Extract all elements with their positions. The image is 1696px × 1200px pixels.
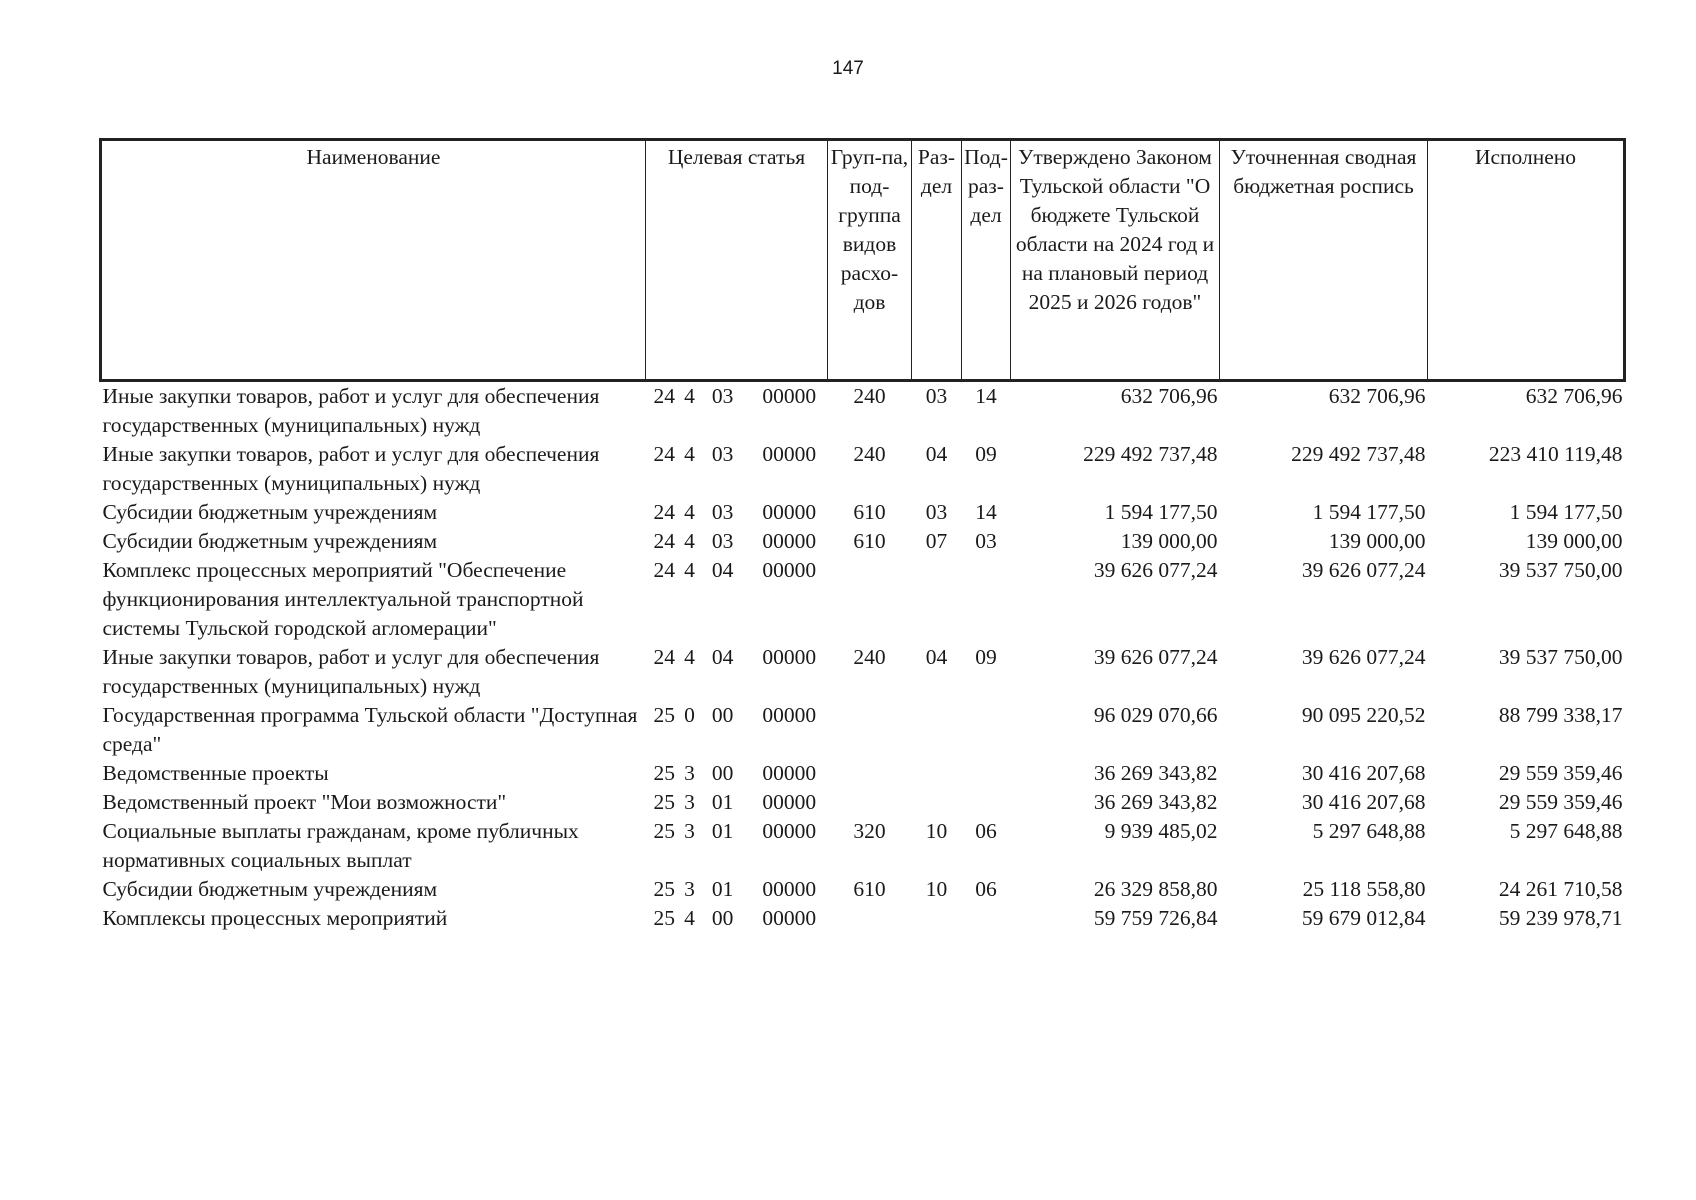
target-direction: 00000	[762, 790, 817, 814]
row-refined: 5 297 648,88	[1312, 819, 1426, 843]
table-body	[101, 381, 1625, 934]
row-refined: 1 594 177,50	[1312, 500, 1426, 524]
header-executed: Исполнено	[1428, 140, 1625, 381]
row-expense-group	[828, 759, 912, 788]
row-approved: 632 706,96	[1120, 384, 1218, 408]
target-type: 3	[684, 877, 695, 901]
row-subsection	[962, 556, 1011, 643]
row-refined: 30 416 207,68	[1301, 761, 1426, 785]
target-structure: 04	[711, 645, 734, 669]
target-program: 25	[653, 819, 675, 843]
row-subsection: 06	[975, 877, 997, 901]
row-expense-group	[828, 701, 912, 759]
row-section	[912, 788, 962, 817]
target-direction: 00000	[762, 529, 817, 553]
row-expense-group	[828, 788, 912, 817]
table-row	[101, 817, 1625, 875]
row-subsection: 09	[975, 645, 997, 669]
target-structure: 03	[711, 442, 734, 466]
row-target-article	[646, 701, 828, 759]
target-structure: 00	[711, 906, 734, 930]
row-name: Ведомственные проекты	[102, 761, 329, 785]
row-approved: 39 626 077,24	[1093, 558, 1218, 582]
target-type: 3	[684, 819, 695, 843]
row-expense-group: 240	[853, 645, 886, 669]
target-structure: 00	[711, 703, 734, 727]
target-direction: 00000	[762, 819, 817, 843]
row-refined: 59 679 012,84	[1301, 906, 1426, 930]
target-structure: 03	[711, 529, 734, 553]
row-name: Комплекс процессных мероприятий "Обеспечение функционирования интеллектуальной транспортной системы Тульской городской агломерации"	[102, 558, 584, 640]
row-executed: 1 594 177,50	[1509, 500, 1623, 524]
row-name: Социальные выплаты гражданам, кроме публичных нормативных социальных выплат	[102, 819, 579, 872]
row-name: Иные закупки товаров, работ и услуг для обеспечения государственных (муниципальных) нужд	[102, 645, 600, 698]
target-structure: 03	[711, 500, 734, 524]
target-structure: 00	[711, 761, 734, 785]
target-program: 24	[653, 558, 675, 582]
row-approved: 36 269 343,82	[1093, 761, 1218, 785]
row-subsection	[962, 904, 1011, 933]
row-name: Ведомственный проект "Мои возможности"	[102, 790, 507, 814]
table-row	[101, 440, 1625, 498]
target-program: 25	[653, 703, 675, 727]
row-refined: 30 416 207,68	[1301, 790, 1426, 814]
row-section: 04	[925, 442, 948, 466]
row-expense-group	[828, 904, 912, 933]
row-name: Иные закупки товаров, работ и услуг для обеспечения государственных (муниципальных) нужд	[102, 384, 600, 437]
table-header	[101, 140, 1625, 381]
target-type: 4	[684, 906, 695, 930]
target-program: 24	[653, 529, 675, 553]
row-subsection: 06	[975, 819, 997, 843]
target-direction: 00000	[762, 442, 817, 466]
target-type: 4	[684, 529, 695, 553]
table-row	[101, 556, 1625, 643]
target-program: 24	[653, 384, 675, 408]
row-approved: 229 492 737,48	[1083, 442, 1218, 466]
row-approved: 139 000,00	[1120, 529, 1218, 553]
target-program: 25	[653, 761, 675, 785]
row-name: Государственная программа Тульской области "Доступная среда"	[102, 703, 638, 756]
row-approved: 26 329 858,80	[1093, 877, 1218, 901]
row-subsection	[962, 759, 1011, 788]
row-name: Субсидии бюджетным учреждениям	[102, 877, 438, 901]
row-executed: 59 239 978,71	[1498, 906, 1623, 930]
header-name: Наименование	[101, 140, 646, 381]
row-subsection: 03	[975, 529, 997, 553]
row-target-article	[646, 904, 828, 933]
row-refined: 632 706,96	[1328, 384, 1426, 408]
row-executed: 139 000,00	[1525, 529, 1623, 553]
target-direction: 00000	[762, 558, 817, 582]
header-subsection: Под-раз-дел	[962, 140, 1011, 381]
row-target-article	[646, 788, 828, 817]
row-refined: 229 492 737,48	[1291, 442, 1426, 466]
row-section	[912, 556, 962, 643]
row-approved: 96 029 070,66	[1093, 703, 1218, 727]
header-expense-group: Груп-па, под-группа видов расхо-дов	[828, 140, 912, 381]
table-row	[101, 759, 1625, 788]
row-refined: 39 626 077,24	[1301, 558, 1426, 582]
row-section	[912, 701, 962, 759]
row-expense-group: 240	[853, 442, 886, 466]
row-section	[912, 904, 962, 933]
row-name: Субсидии бюджетным учреждениям	[102, 529, 438, 553]
row-target-article	[646, 381, 828, 441]
row-expense-group	[828, 556, 912, 643]
target-type: 3	[684, 790, 695, 814]
row-target-article	[646, 643, 828, 701]
row-subsection: 09	[975, 442, 997, 466]
table-row	[101, 904, 1625, 933]
page-number: 147	[832, 58, 864, 79]
table-row	[101, 875, 1625, 904]
row-section: 03	[925, 384, 948, 408]
row-expense-group: 240	[853, 384, 886, 408]
header-refined: Уточненная сводная бюджетная роспись	[1220, 140, 1428, 381]
row-section: 03	[925, 500, 948, 524]
target-direction: 00000	[762, 906, 817, 930]
target-direction: 00000	[762, 645, 817, 669]
row-subsection	[962, 788, 1011, 817]
target-type: 4	[684, 442, 695, 466]
row-target-article	[646, 527, 828, 556]
target-program: 24	[653, 442, 675, 466]
row-executed: 88 799 338,17	[1498, 703, 1623, 727]
row-refined: 39 626 077,24	[1301, 645, 1426, 669]
table-row	[101, 498, 1625, 527]
row-executed: 29 559 359,46	[1498, 761, 1623, 785]
row-refined: 25 118 558,80	[1302, 877, 1426, 901]
row-approved: 36 269 343,82	[1093, 790, 1218, 814]
row-target-article	[646, 759, 828, 788]
target-program: 25	[653, 906, 675, 930]
target-program: 24	[653, 645, 675, 669]
target-structure: 01	[711, 877, 734, 901]
row-executed: 5 297 648,88	[1509, 819, 1623, 843]
target-program: 25	[653, 790, 675, 814]
row-target-article	[646, 817, 828, 875]
target-direction: 00000	[762, 761, 817, 785]
target-program: 24	[653, 500, 675, 524]
target-structure: 03	[711, 384, 734, 408]
row-executed: 223 410 119,48	[1488, 442, 1623, 466]
row-expense-group: 610	[853, 877, 886, 901]
row-section: 10	[925, 819, 948, 843]
row-executed: 29 559 359,46	[1498, 790, 1623, 814]
row-approved: 39 626 077,24	[1093, 645, 1218, 669]
target-direction: 00000	[762, 877, 817, 901]
row-approved: 9 939 485,02	[1104, 819, 1218, 843]
row-section: 04	[925, 645, 948, 669]
target-type: 4	[684, 558, 695, 582]
row-section	[912, 759, 962, 788]
row-name: Иные закупки товаров, работ и услуг для обеспечения государственных (муниципальных) нужд	[102, 442, 600, 495]
target-structure: 04	[711, 558, 734, 582]
row-name: Субсидии бюджетным учреждениям	[102, 500, 438, 524]
row-approved: 59 759 726,84	[1093, 906, 1218, 930]
row-subsection	[962, 701, 1011, 759]
row-executed: 24 261 710,58	[1498, 877, 1623, 901]
target-direction: 00000	[762, 384, 817, 408]
table-row	[101, 701, 1625, 759]
row-refined: 90 095 220,52	[1301, 703, 1426, 727]
row-target-article	[646, 440, 828, 498]
target-structure: 01	[711, 790, 734, 814]
row-approved: 1 594 177,50	[1104, 500, 1218, 524]
row-expense-group: 610	[853, 529, 886, 553]
target-type: 0	[684, 703, 695, 727]
target-type: 4	[684, 645, 695, 669]
row-expense-group: 320	[853, 819, 886, 843]
row-executed: 632 706,96	[1525, 384, 1623, 408]
row-subsection: 14	[975, 384, 997, 408]
target-direction: 00000	[762, 500, 817, 524]
target-structure: 01	[711, 819, 734, 843]
table-row	[101, 643, 1625, 701]
header-approved: Утверждено Законом Тульской области "О бюджете Тульской области на 2024 год и на плановый период 2025 и 2026 годов"	[1011, 140, 1220, 381]
header-target-article: Целевая статья	[646, 140, 828, 381]
table-row	[101, 788, 1625, 817]
target-type: 4	[684, 500, 695, 524]
budget-table	[99, 138, 1626, 933]
row-executed: 39 537 750,00	[1498, 645, 1623, 669]
row-target-article	[646, 498, 828, 527]
row-target-article	[646, 875, 828, 904]
target-type: 3	[684, 761, 695, 785]
row-target-article	[646, 556, 828, 643]
row-expense-group: 610	[853, 500, 886, 524]
row-name: Комплексы процессных мероприятий	[102, 906, 448, 930]
row-section: 07	[925, 529, 948, 553]
row-executed: 39 537 750,00	[1498, 558, 1623, 582]
row-subsection: 14	[975, 500, 997, 524]
row-refined: 139 000,00	[1328, 529, 1426, 553]
target-type: 4	[684, 384, 695, 408]
target-direction: 00000	[762, 703, 817, 727]
row-section: 10	[925, 877, 948, 901]
table-row	[101, 527, 1625, 556]
target-program: 25	[653, 877, 675, 901]
header-section: Раз-дел	[912, 140, 962, 381]
table-row	[101, 381, 1625, 441]
